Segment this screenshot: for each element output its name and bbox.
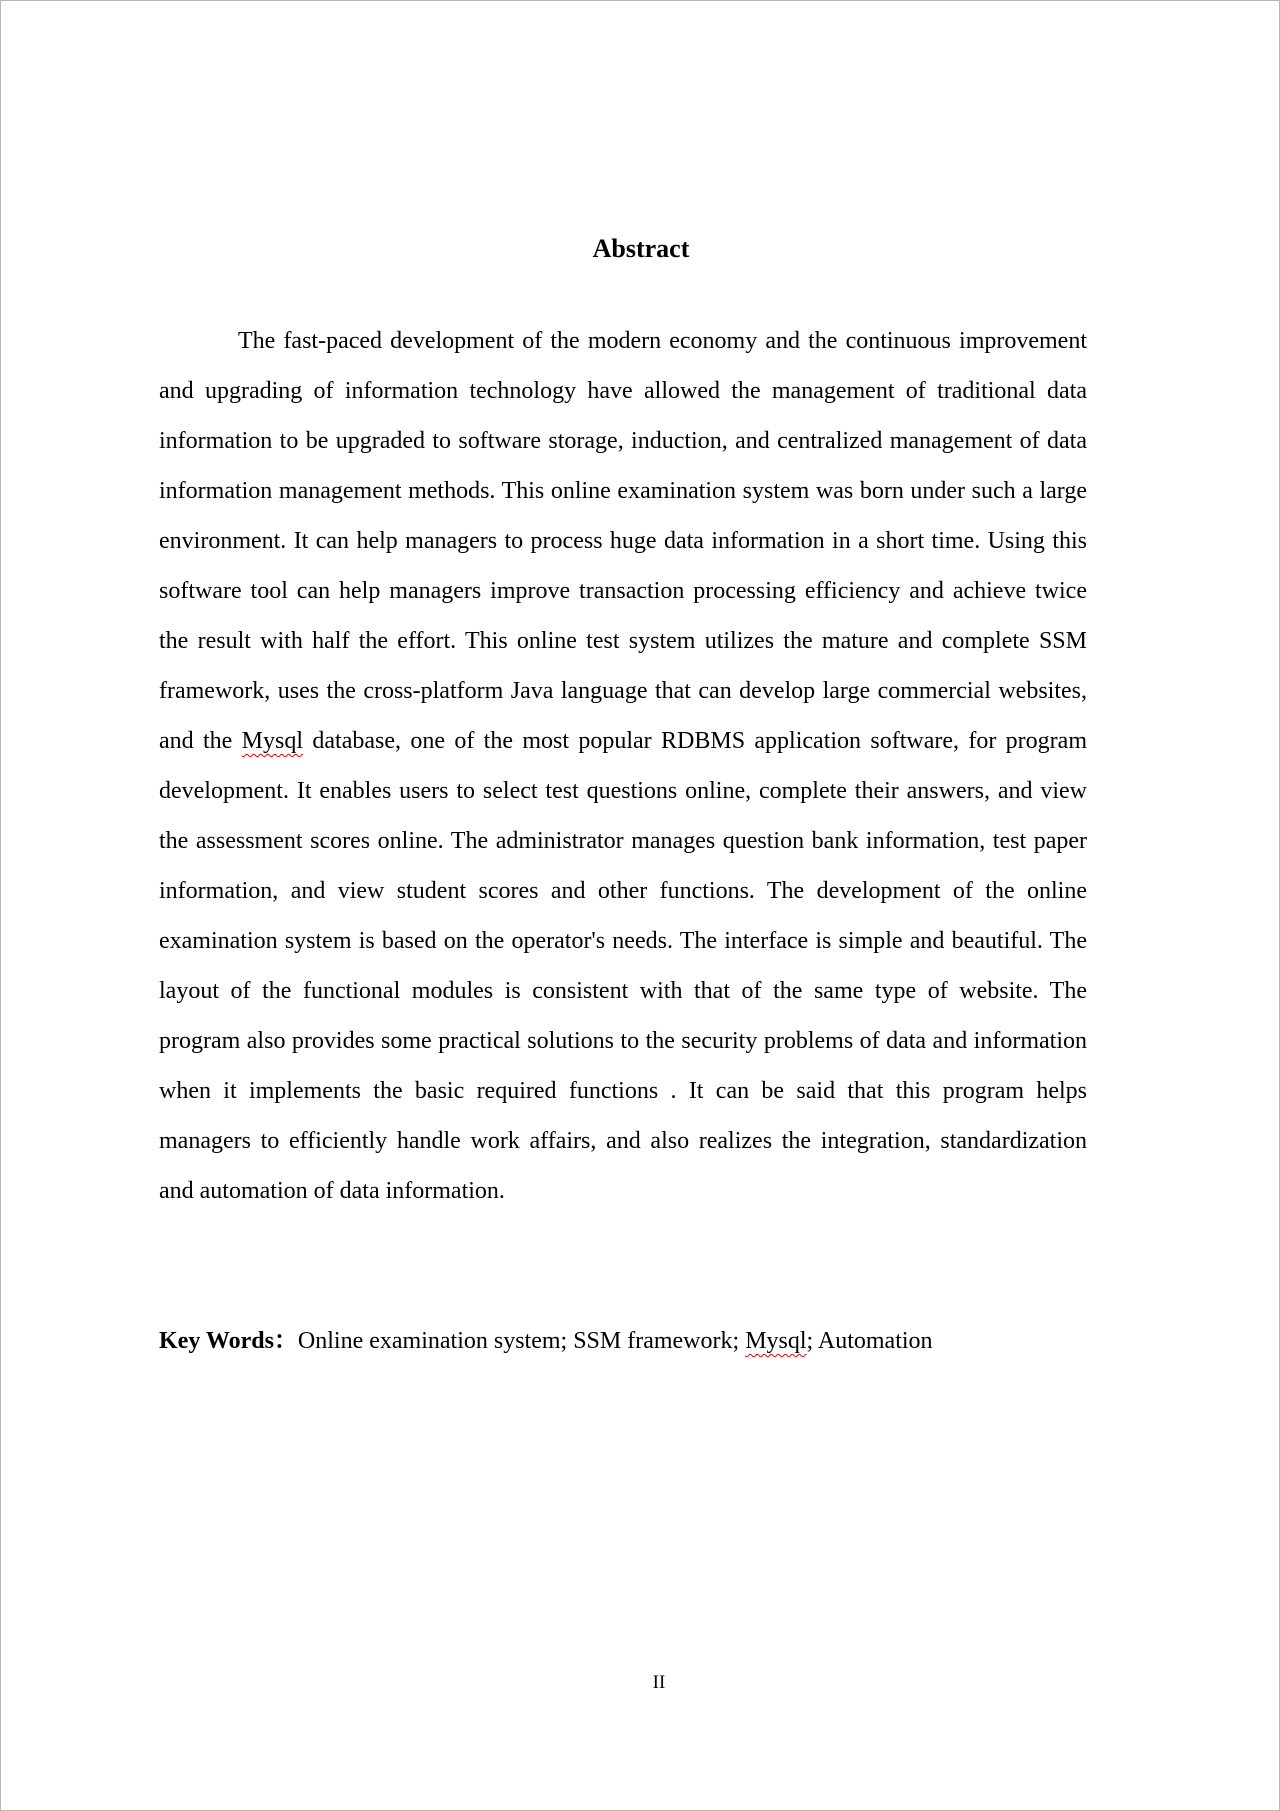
abstract-paragraph [159, 316, 1087, 1216]
misspelled-word-mysql: Mysql [241, 728, 304, 754]
page-number: II [652, 1672, 666, 1693]
keywords-line [159, 1316, 1219, 1366]
keywords-segment: ; Automation [806, 1328, 933, 1354]
abstract-title: Abstract [592, 234, 690, 263]
keywords-label: Key Words： [159, 1328, 298, 1354]
misspelled-keyword-mysql: Mysql [745, 1328, 807, 1354]
keywords-segment: Online examination system; SSM framework; [297, 1328, 746, 1354]
paragraph-segment: The fast-paced development of the modern economy and the continuous improvement and upgrading of information technology have allowed the management of traditional data information to be upgraded to software storage, induction, and centralized management of data information management methods. This online examination system was born under such a large environment. It can help managers to process huge data information in a short time. Using this software tool can help managers improve transaction processing efficiency and achieve twice the result with half the effort. This online test system utilizes the mature and complete SSM framework, uses the cross-platform Java language that can develop large commercial websites, and the [159, 328, 1087, 754]
paragraph-segment: database, one of the most popular RDBMS application software, for program development. It enables users to select test questions online, complete their answers, and view the assessment scores online. The administrator manages question bank information, test paper information, and view student scores and other functions. The development of the online examination system is based on the operator's needs. The interface is simple and beautiful. The layout of the functional modules is consistent with that of the same type of website. The program also provides some practical solutions to the security problems of data and information when it implements the basic required functions . It can be said that this program helps managers to efficiently handle work affairs, and also realizes the integration, standardization and automation of data information. [159, 728, 1087, 1204]
